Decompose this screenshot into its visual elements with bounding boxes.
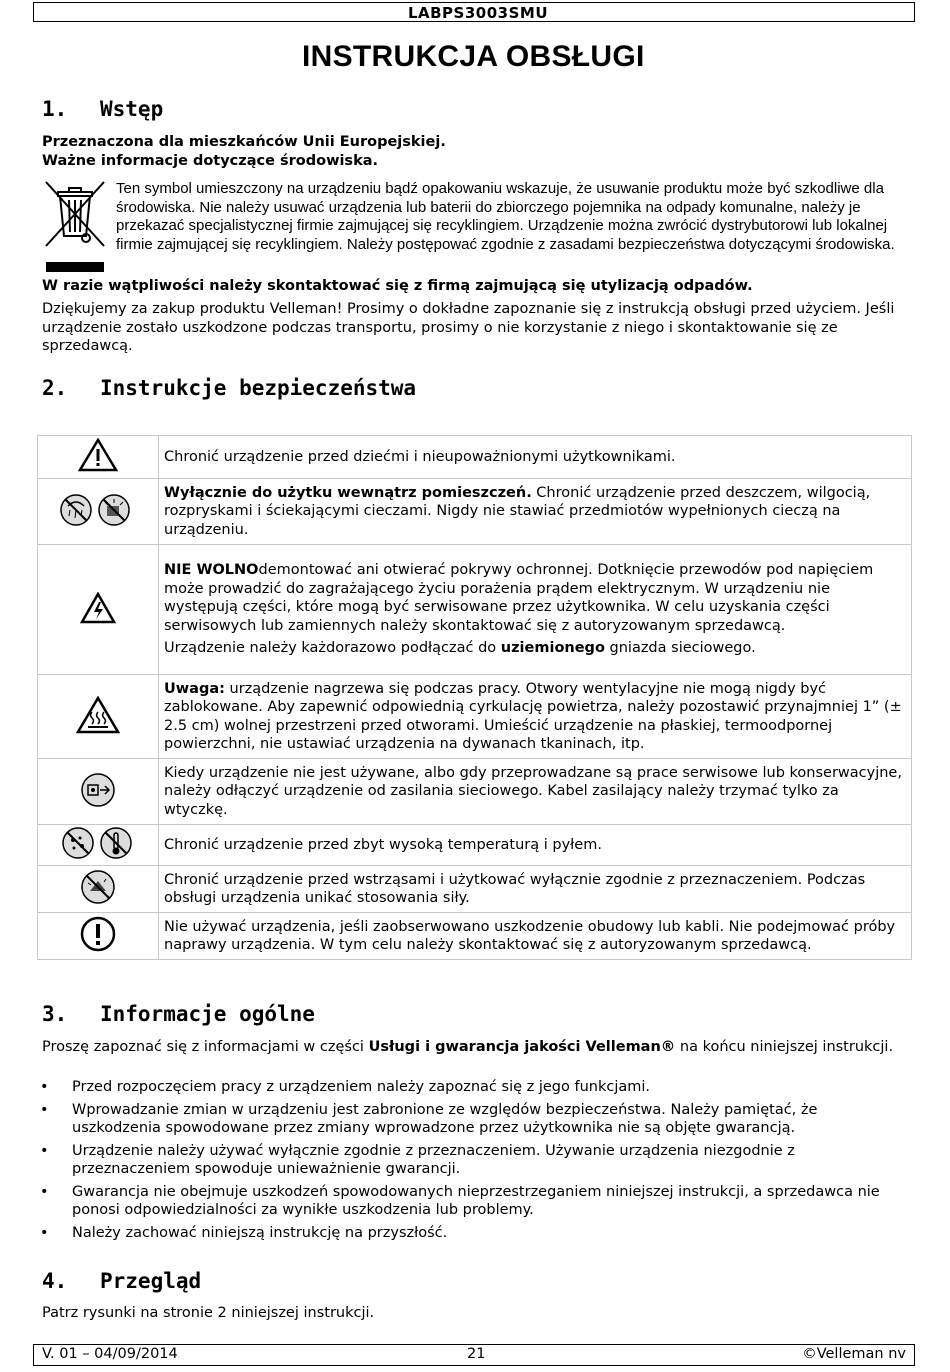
model-number: LABPS3003SMU [407, 4, 548, 22]
page-number: 21 [467, 1346, 486, 1362]
general-info-intro: Proszę zapoznać się z informacjami w części Usługi i gwarancja jakości Velleman® na końcu niniejszej instrukcji. [42, 1039, 894, 1055]
overview-text: Patrz rysunki na stronie 2 niniejszej instrukcji. [42, 1305, 375, 1321]
thanks-paragraph: Dziękujemy za zakup produktu Velleman! Prosimy o dokładne zapoznanie się z instrukcją obsługi przed użyciem. Jeśli urządzenie zostało uszkodzone podczas transportu, prosimy o nie korzystanie z niego i skontaktowanie się ze sprzedawcą. [42, 301, 895, 354]
table-row [38, 479, 912, 545]
hot-surface-icon [76, 696, 120, 734]
general-info-list [40, 1078, 910, 1246]
disposal-doubt-line: W razie wątpliwości należy skontaktować się z firmą zajmującą się utylizacją odpadów. [42, 278, 753, 294]
no-shock-icon [80, 869, 116, 905]
warning-triangle-icon [78, 438, 118, 472]
table-row [38, 825, 912, 866]
table-row [38, 436, 912, 479]
electric-shock-icon [80, 592, 116, 624]
table-row [38, 759, 912, 825]
list-item: • Wprowadzanie zmian w urządzeniu jest zabronione ze względów bezpieczeństwa. Należy pamiętać, że uszkodzenia spowodowane przez zmiany wprowadzone przez użytkownika nie są objęte gwarancją. [40, 1101, 910, 1138]
exclamation-icon [80, 916, 116, 952]
page-header [33, 2, 915, 22]
eu-residents-line: Przeznaczona dla mieszkańców Unii Europejskiej. [42, 134, 446, 150]
version-date: V. 01 – 04/09/2014 [42, 1346, 178, 1362]
table-row [38, 913, 912, 960]
environment-text: Ten symbol umieszczony na urządzeniu bądź opakowaniu wskazuje, że usuwanie produktu może być szkodliwe dla środowiska. Nie należy usuwać urządzenia lub baterii do zbiorczego pojemnika na odpady komunalne, należy je przekazać specjalistycznej firmie zajmującej się recyklingiem. Urządzenie można zwrócić dystrybutorowi lub lokalnej firmie zajmującej się recyklingiem. Należy postępować zgodnie z zasadami bezpieczeństwa dotyczącymi środowiska. [116, 180, 895, 253]
grounding-text: Urządzenie należy każdorazowo podłączać do uziemionego gniazda sieciowego. [164, 640, 756, 657]
safety-table [37, 435, 912, 960]
safety-text: Kiedy urządzenie nie jest używane, albo gdy przeprowadzane są prace serwisowe lub konserwacyjne, należy odłączyć urządzenie od zasilania sieciowego. Kabel zasilający należy trzymać tylko za wtyczkę. [164, 764, 902, 818]
heat-dust-icon [58, 825, 138, 861]
table-row [38, 545, 912, 675]
list-item: • Gwarancja nie obejmuje uszkodzeń spowodowanych nieprzestrzeganiem niniejszej instrukcji, a sprzedawca nie ponosi odpowiedzialności za wynikłe uszkodzenia lub problemy. [40, 1183, 910, 1220]
section-3-heading: 3. Informacje ogólne [42, 1002, 315, 1026]
safety-text: Nie używać urządzenia, jeśli zaobserwowano uszkodzenie obudowy lub kabli. Nie podejmować próby naprawy urządzenia. W tym celu należy skontaktować się z autoryzowanym sprzedawcą. [164, 918, 896, 953]
crossed-bin-icon [42, 178, 108, 272]
safety-text: Uwaga: urządzenie nagrzewa się podczas pracy. Otwory wentylacyjne nie mogą nigdy być zablokowane. Aby zapewnić odpowiednią cyrkulację powietrza, należy pozostawić przynajmniej 1” (± 2.5 cm) wolnej przestrzeni przed otworami. Umieścić urządzenie na płaskiej, termoodpornej powierzchni, nie ustawiać urządzenia na dywanach tkaninach, itp. [164, 680, 902, 752]
section-2-heading: 2. Instrukcje bezpieczeństwa [42, 376, 417, 400]
section-4-heading: 4. Przegląd [42, 1269, 202, 1293]
safety-text: Chronić urządzenie przed dziećmi i nieupoważnionymi użytkownikami. [164, 448, 676, 465]
list-item: • Przed rozpoczęciem pracy z urządzeniem należy zapoznać się z jego funkcjami. [40, 1078, 910, 1097]
section-1-heading: 1. Wstęp [42, 97, 164, 121]
page-footer [33, 1344, 915, 1366]
copyright: ©Velleman nv [802, 1346, 906, 1362]
list-item: • Urządzenie należy używać wyłącznie zgodnie z przeznaczeniem. Używanie urządzenia niezgodnie z przeznaczeniem spowoduje unieważnienie gwarancji. [40, 1142, 910, 1179]
table-row [38, 675, 912, 759]
table-row [38, 866, 912, 913]
unplug-icon [80, 772, 116, 808]
indoor-use-only-icon [58, 492, 138, 528]
page-title: INSTRUKCJA OBSŁUGI [302, 40, 645, 73]
list-item: • Należy zachować niniejszą instrukcję na przyszłość. [40, 1224, 910, 1243]
environment-info-line: Ważne informacje dotyczące środowiska. [42, 153, 378, 169]
safety-text: NIE WOLNOdemontować ani otwierać pokrywy ochronnej. Dotknięcie przewodów pod napięciem może prowadzić do zagrażającego życiu porażenia prądem elektrycznym. W urządzeniu nie występują części, które mogą być serwisowane przez użytkownika. W celu uzyskania części serwisowych lub zamiennych należy skontaktować się z autoryzowanym sprzedawcą. [164, 562, 874, 634]
safety-text: Chronić urządzenie przed wstrząsami i użytkować wyłącznie zgodnie z przeznaczeniem. Podczas obsługi urządzenia unikać stosowania siły. [164, 871, 866, 906]
safety-text: Chronić urządzenie przed zbyt wysoką temperaturą i pyłem. [164, 836, 602, 853]
safety-text: Wyłącznie do użytku wewnątrz pomieszczeń. Chronić urządzenie przed deszczem, wilgocią, rozpryskami i ściekającymi cieczami. Nigdy nie stawiać przedmiotów wypełnionych cieczą na urządzeniu. [164, 484, 871, 538]
